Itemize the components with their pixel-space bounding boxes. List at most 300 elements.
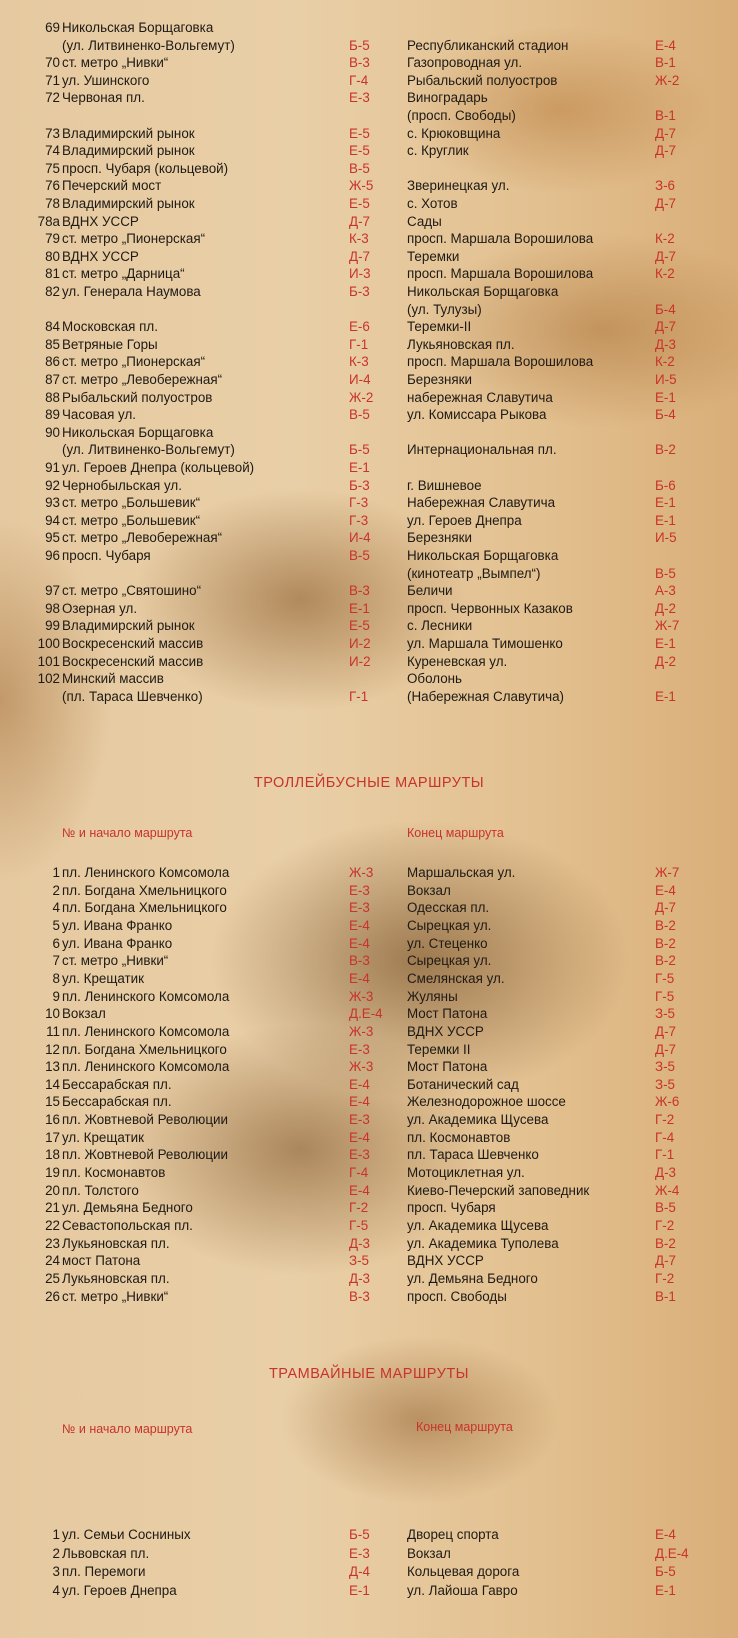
- route-start: ст. метро „Пионерская“: [62, 354, 206, 370]
- route-start: Лукьяновская пл.: [62, 1235, 170, 1251]
- route-code2: А-3: [655, 583, 676, 599]
- route-start: просп. Чубаря: [62, 548, 151, 563]
- route-end: Дворец спорта: [407, 1527, 499, 1542]
- route-num: 10: [45, 1006, 60, 1022]
- route-row: [0, 1199, 738, 1217]
- route-start: ст. метро „Левобережная“: [62, 530, 223, 546]
- route-code1: Б-5: [349, 1527, 370, 1542]
- route-code2: К-2: [655, 231, 675, 247]
- route-start: пл. Богдана Хмельницкого: [62, 1041, 227, 1057]
- route-row: [0, 988, 738, 1006]
- route-start: ст. метро „Нивки“: [62, 55, 169, 71]
- route-start: Московская пл.: [62, 319, 158, 335]
- route-code1: Е-4: [349, 970, 370, 986]
- route-code1: Е-4: [349, 1182, 370, 1198]
- route-start: ВДНХ УССР: [62, 213, 139, 229]
- route-code1: Ж-2: [349, 389, 374, 405]
- route-code1: В-5: [349, 548, 370, 563]
- route-code1: К-3: [349, 354, 369, 370]
- route-num: 100: [37, 636, 60, 651]
- route-row: [0, 1270, 738, 1288]
- route-code1: Ж-3: [349, 1059, 374, 1075]
- route-row: [0, 1023, 738, 1041]
- route-num: 93: [45, 495, 60, 511]
- route-code1: Ж-5: [349, 178, 374, 194]
- route-start: (ул. Литвиненко-Вольгемут): [62, 37, 235, 53]
- route-num: 98: [45, 600, 60, 616]
- route-row: [0, 19, 738, 37]
- trolleybus-heading: ТРОЛЛЕЙБУСНЫЕ МАРШРУТЫ: [253, 775, 485, 791]
- route-code1: З-5: [349, 1253, 369, 1269]
- route-row: [0, 54, 738, 72]
- route-end: Рыбальский полуостров: [407, 72, 558, 88]
- route-code1: Е-5: [349, 125, 370, 141]
- route-num: 14: [45, 1076, 60, 1092]
- route-code2: Ж-6: [655, 1094, 680, 1110]
- route-end: Вокзал: [407, 1545, 451, 1561]
- route-num: 24: [45, 1253, 60, 1269]
- route-start: мост Патона: [62, 1253, 141, 1269]
- route-start: пл. Ленинского Комсомола: [62, 1059, 230, 1075]
- route-num: 6: [52, 935, 60, 951]
- route-code1: Б-3: [349, 477, 370, 493]
- route-code1: Е-1: [349, 460, 370, 475]
- trolleybus-col-end: Конец маршрута: [407, 826, 504, 840]
- route-num: 87: [45, 372, 60, 387]
- route-row: [0, 389, 738, 407]
- route-code2: Д-7: [655, 900, 676, 916]
- route-num: 69: [45, 20, 60, 35]
- tram-col-end: Конец маршрута: [416, 1420, 513, 1434]
- route-num: 4: [52, 900, 60, 916]
- route-code1: В-5: [349, 407, 370, 423]
- route-code2: Е-4: [655, 37, 676, 53]
- route-row: [0, 37, 738, 55]
- route-code2: Ж-7: [655, 618, 680, 634]
- route-row: [0, 72, 738, 90]
- route-start: Часовая ул.: [62, 407, 136, 423]
- route-code2: Е-1: [655, 512, 676, 528]
- route-start: Владимирский рынок: [62, 196, 195, 211]
- route-code2: Д-3: [655, 1165, 676, 1181]
- route-row: [0, 512, 738, 530]
- route-end: Оболонь: [407, 671, 463, 687]
- route-num: 74: [45, 143, 60, 159]
- route-end: Смелянская ул.: [407, 970, 505, 986]
- route-end: с. Хотов: [407, 196, 458, 211]
- route-code1: И-2: [349, 636, 371, 651]
- route-end: просп. Маршала Ворошилова: [407, 266, 594, 282]
- route-end: Железнодорожное шоссе: [407, 1094, 566, 1110]
- route-code2: Д-7: [655, 319, 676, 335]
- route-start: Бессарабская пл.: [62, 1094, 172, 1110]
- route-code2: З-5: [655, 1076, 675, 1092]
- route-end: Мотоциклетная ул.: [407, 1165, 525, 1181]
- route-end: ВДНХ УССР: [407, 1253, 484, 1269]
- route-end: пл. Космонавтов: [407, 1129, 511, 1145]
- route-code2: Б-4: [655, 407, 676, 423]
- route-num: 12: [45, 1041, 60, 1057]
- route-start: ВДНХ УССР: [62, 248, 139, 264]
- route-code2: Е-4: [655, 882, 676, 898]
- route-end: Беличи: [407, 583, 453, 599]
- route-start: Львовская пл.: [62, 1545, 150, 1561]
- route-row: [0, 688, 738, 706]
- route-code1: Е-3: [349, 900, 370, 916]
- route-row: [0, 1182, 738, 1200]
- route-end: Сырецкая ул.: [407, 917, 492, 933]
- tram-heading: ТРАМВАЙНЫЕ МАРШРУТЫ: [268, 1366, 470, 1382]
- route-num: 81: [45, 266, 60, 282]
- route-row: [0, 1235, 738, 1253]
- route-num: 17: [45, 1129, 60, 1145]
- route-row: [0, 142, 738, 160]
- route-num: 72: [45, 90, 60, 106]
- route-row: [0, 459, 738, 477]
- route-row: [0, 882, 738, 900]
- route-code1: Е-3: [349, 882, 370, 898]
- route-end: ВДНХ УССР: [407, 1023, 484, 1039]
- route-row: [0, 353, 738, 371]
- route-code1: Б-5: [349, 442, 370, 458]
- route-start: ул. Демьяна Бедного: [62, 1200, 193, 1216]
- route-start: (ул. Литвиненко-Вольгемут): [62, 442, 235, 458]
- route-num: 73: [45, 125, 60, 141]
- route-code1: В-5: [349, 160, 370, 176]
- route-end: Лукьяновская пл.: [407, 336, 515, 352]
- route-start: ул. Генерала Наумова: [62, 284, 201, 299]
- route-code1: И-2: [349, 653, 371, 669]
- route-code1: Е-5: [349, 196, 370, 211]
- route-end: пл. Тараса Шевченко: [407, 1147, 539, 1163]
- route-end: (ул. Тулузы): [407, 301, 482, 317]
- route-row: [0, 160, 738, 178]
- route-code1: Д-4: [349, 1564, 370, 1579]
- route-code1: Е-3: [349, 1112, 370, 1128]
- route-code1: Е-6: [349, 319, 370, 335]
- route-num: 22: [45, 1218, 60, 1233]
- route-code2: Г-4: [655, 1129, 675, 1145]
- route-start: ул. Ушинского: [62, 72, 150, 88]
- route-code1: Б-3: [349, 284, 370, 299]
- route-row: [0, 653, 738, 671]
- route-row: [0, 1582, 738, 1600]
- route-code1: Ж-3: [349, 988, 374, 1004]
- route-end: Набережная Славутича: [407, 495, 556, 511]
- route-num: 91: [45, 460, 60, 475]
- route-end: Теремки-II: [407, 319, 472, 335]
- route-end: Газопроводная ул.: [407, 55, 523, 71]
- route-end: Березняки: [407, 372, 472, 387]
- route-code2: З-5: [655, 1006, 675, 1022]
- route-row: [0, 952, 738, 970]
- route-code2: К-2: [655, 266, 675, 282]
- route-row: [0, 177, 738, 195]
- route-code2: Г-5: [655, 988, 675, 1004]
- route-start: пл. Жовтневой Революции: [62, 1147, 228, 1163]
- route-code2: Е-1: [655, 495, 676, 511]
- route-code2: Ж-4: [655, 1182, 680, 1198]
- route-end: Одесская пл.: [407, 900, 490, 916]
- route-num: 9: [52, 988, 60, 1004]
- route-code2: В-2: [655, 442, 676, 458]
- route-row: [0, 477, 738, 495]
- route-row: [0, 1111, 738, 1129]
- route-end: Виноградарь: [407, 90, 488, 106]
- route-num: 16: [45, 1112, 60, 1128]
- route-code2: Г-2: [655, 1270, 675, 1286]
- route-start: ул. Героев Днепра: [62, 1582, 177, 1598]
- route-end: Мост Патона: [407, 1059, 488, 1075]
- route-row: [0, 1545, 738, 1563]
- route-code2: И-5: [655, 530, 677, 546]
- route-start: Никольская Борщаговка: [62, 424, 214, 440]
- route-code2: Д-7: [655, 248, 676, 264]
- route-num: 11: [46, 1023, 60, 1039]
- route-row: [0, 406, 738, 424]
- route-num: 7: [52, 953, 60, 969]
- route-code2: Д-7: [655, 143, 676, 159]
- route-code2: Д.Е-4: [655, 1545, 689, 1561]
- route-code1: Г-5: [349, 1218, 369, 1233]
- route-num: 92: [45, 477, 60, 493]
- route-code1: Е-4: [349, 1129, 370, 1145]
- route-row: [0, 283, 738, 301]
- route-start: ст. метро „Левобережная“: [62, 372, 223, 387]
- route-end: с. Крюковщина: [407, 125, 501, 141]
- tram-col-start: № и начало маршрута: [62, 1422, 193, 1436]
- route-code1: Д.Е-4: [349, 1006, 383, 1022]
- route-num: 89: [45, 407, 60, 423]
- route-end: Куреневская ул.: [407, 653, 508, 669]
- route-start: пл. Жовтневой Революции: [62, 1112, 228, 1128]
- route-end: ул. Комиссара Рыкова: [407, 407, 547, 423]
- route-num: 86: [45, 354, 60, 370]
- route-start: Владимирский рынок: [62, 125, 195, 141]
- route-end: Кольцевая дорога: [407, 1564, 520, 1579]
- route-row: [0, 107, 738, 125]
- route-row: [0, 1164, 738, 1182]
- route-row: [0, 935, 738, 953]
- route-num: 23: [45, 1235, 60, 1251]
- route-end: Жуляны: [407, 988, 458, 1004]
- route-row: [0, 230, 738, 248]
- route-code1: Д-7: [349, 248, 370, 264]
- route-code1: Е-5: [349, 618, 370, 634]
- route-start: Бессарабская пл.: [62, 1076, 172, 1092]
- route-end: Республиканский стадион: [407, 37, 569, 53]
- route-row: [0, 301, 738, 319]
- route-code1: Е-5: [349, 143, 370, 159]
- route-code2: И-5: [655, 372, 677, 387]
- route-num: 1: [52, 865, 60, 880]
- route-code2: Д-2: [655, 600, 676, 616]
- route-start: Озерная ул.: [62, 600, 138, 616]
- route-end: ул. Демьяна Бедного: [407, 1270, 538, 1286]
- route-start: Воскресенский массив: [62, 653, 204, 669]
- route-row: [0, 336, 738, 354]
- route-code1: В-3: [349, 1288, 370, 1304]
- route-row: [0, 371, 738, 389]
- route-start: пл. Богдана Хмельницкого: [62, 882, 227, 898]
- route-end: Сырецкая ул.: [407, 953, 492, 969]
- route-code2: Е-1: [655, 389, 676, 405]
- route-num: 76: [45, 178, 60, 194]
- route-num: 102: [37, 671, 60, 687]
- route-num: 82: [45, 284, 60, 299]
- route-row: [0, 265, 738, 283]
- route-code1: Г-3: [349, 512, 369, 528]
- route-code1: Б-5: [349, 37, 370, 53]
- route-end: Никольская Борщаговка: [407, 284, 559, 299]
- route-row: [0, 1217, 738, 1235]
- route-end: (кинотеатр „Вымпел“): [407, 565, 541, 581]
- route-end: Зверинецкая ул.: [407, 178, 510, 194]
- route-end: (Набережная Славутича): [407, 688, 564, 704]
- route-num: 99: [45, 618, 60, 634]
- route-code2: В-2: [655, 935, 676, 951]
- route-row: [0, 899, 738, 917]
- route-code1: В-3: [349, 55, 370, 71]
- route-start: пл. Перемоги: [62, 1564, 146, 1579]
- route-code1: И-4: [349, 530, 371, 546]
- route-row: [0, 441, 738, 459]
- route-end: Никольская Борщаговка: [407, 548, 559, 563]
- route-start: ст. метро „Нивки“: [62, 953, 169, 969]
- route-num: 79: [45, 231, 60, 247]
- route-num: 97: [45, 583, 60, 599]
- route-row: [0, 1129, 738, 1147]
- route-start: пл. Богдана Хмельницкого: [62, 900, 227, 916]
- route-code2: Д-2: [655, 653, 676, 669]
- route-row: [0, 565, 738, 583]
- route-code2: Б-5: [655, 1564, 676, 1579]
- route-code1: Е-1: [349, 600, 370, 616]
- route-num: 71: [45, 72, 60, 88]
- route-code2: Е-1: [655, 1582, 676, 1598]
- route-code1: К-3: [349, 231, 369, 247]
- route-code2: Ж-7: [655, 865, 680, 880]
- route-num: 19: [45, 1165, 60, 1181]
- route-row: [0, 1093, 738, 1111]
- route-num: 101: [37, 653, 60, 669]
- route-start: Минский массив: [62, 671, 164, 687]
- route-row: [0, 1041, 738, 1059]
- route-code1: Г-4: [349, 1165, 369, 1181]
- route-end: Теремки: [407, 248, 460, 264]
- route-num: 1: [52, 1527, 60, 1542]
- route-row: [0, 600, 738, 618]
- route-code1: В-3: [349, 583, 370, 599]
- route-num: 80: [45, 248, 60, 264]
- route-row: [0, 1005, 738, 1023]
- route-num: 2: [52, 882, 60, 898]
- route-code1: Г-1: [349, 688, 369, 704]
- route-end: просп. Маршала Ворошилова: [407, 231, 594, 247]
- route-code1: Е-4: [349, 917, 370, 933]
- route-end: Мост Патона: [407, 1006, 488, 1022]
- route-row: [0, 125, 738, 143]
- route-end: с. Круглик: [407, 143, 469, 159]
- route-code2: К-2: [655, 354, 675, 370]
- route-end: Ботанический сад: [407, 1076, 519, 1092]
- route-row: [0, 494, 738, 512]
- route-row: [0, 864, 738, 882]
- route-start: Вокзал: [62, 1006, 106, 1022]
- route-row: [0, 1288, 738, 1306]
- route-row: [0, 529, 738, 547]
- route-end: ул. Академика Туполева: [407, 1235, 559, 1251]
- route-code1: Е-3: [349, 1041, 370, 1057]
- route-num: 95: [45, 530, 60, 546]
- route-num: 70: [45, 55, 60, 71]
- route-code2: Д-3: [655, 336, 676, 352]
- route-code2: Б-4: [655, 301, 676, 317]
- route-code1: Е-1: [349, 1582, 370, 1598]
- route-row: [0, 1146, 738, 1164]
- route-end: ул. Академика Щусева: [407, 1112, 549, 1128]
- route-row: [0, 213, 738, 231]
- route-row: [0, 670, 738, 688]
- route-code1: Д-7: [349, 213, 370, 229]
- route-start: пл. Толстого: [62, 1182, 139, 1198]
- route-code1: Ж-3: [349, 865, 374, 880]
- route-num: 96: [45, 548, 60, 563]
- route-code1: Е-3: [349, 1147, 370, 1163]
- route-code1: Д-3: [349, 1270, 370, 1286]
- route-start: Воскресенский массив: [62, 636, 204, 651]
- route-num: 5: [52, 917, 60, 933]
- route-start: ст. метро „Святошино“: [62, 583, 202, 599]
- route-row: [0, 424, 738, 442]
- route-code2: Д-7: [655, 1023, 676, 1039]
- route-num: 85: [45, 336, 60, 352]
- route-end: ул. Маршала Тимошенко: [407, 636, 563, 651]
- route-end: Сады: [407, 213, 442, 229]
- route-num: 8: [52, 970, 60, 986]
- route-start: (пл. Тараса Шевченко): [62, 688, 203, 704]
- route-code2: Ж-2: [655, 72, 680, 88]
- route-end: с. Лесники: [407, 618, 473, 634]
- route-row: [0, 582, 738, 600]
- route-num: 20: [45, 1182, 60, 1198]
- route-row: [0, 1076, 738, 1094]
- route-num: 2: [52, 1545, 60, 1561]
- route-code2: З-5: [655, 1059, 675, 1075]
- route-code1: Е-4: [349, 1094, 370, 1110]
- route-row: [0, 635, 738, 653]
- route-end: просп. Червонных Казаков: [407, 600, 573, 616]
- route-row: [0, 617, 738, 635]
- route-start: Чернобыльская ул.: [62, 477, 182, 493]
- route-code1: В-3: [349, 953, 370, 969]
- route-code1: Г-4: [349, 72, 369, 88]
- route-row: [0, 89, 738, 107]
- route-start: Печерский мост: [62, 178, 162, 194]
- route-num: 78а: [37, 213, 60, 229]
- route-start: Никольская Борщаговка: [62, 20, 214, 35]
- route-start: ст. метро „Нивки“: [62, 1288, 169, 1304]
- route-code1: Д-3: [349, 1235, 370, 1251]
- route-end: просп. Маршала Ворошилова: [407, 354, 594, 370]
- route-code1: Ж-3: [349, 1023, 374, 1039]
- route-start: Севастопольская пл.: [62, 1218, 193, 1233]
- route-code2: В-1: [655, 55, 676, 71]
- route-start: ул. Героев Днепра (кольцевой): [62, 460, 255, 475]
- route-code2: Г-2: [655, 1112, 675, 1128]
- route-code2: З-6: [655, 178, 675, 194]
- route-code1: Е-4: [349, 1076, 370, 1092]
